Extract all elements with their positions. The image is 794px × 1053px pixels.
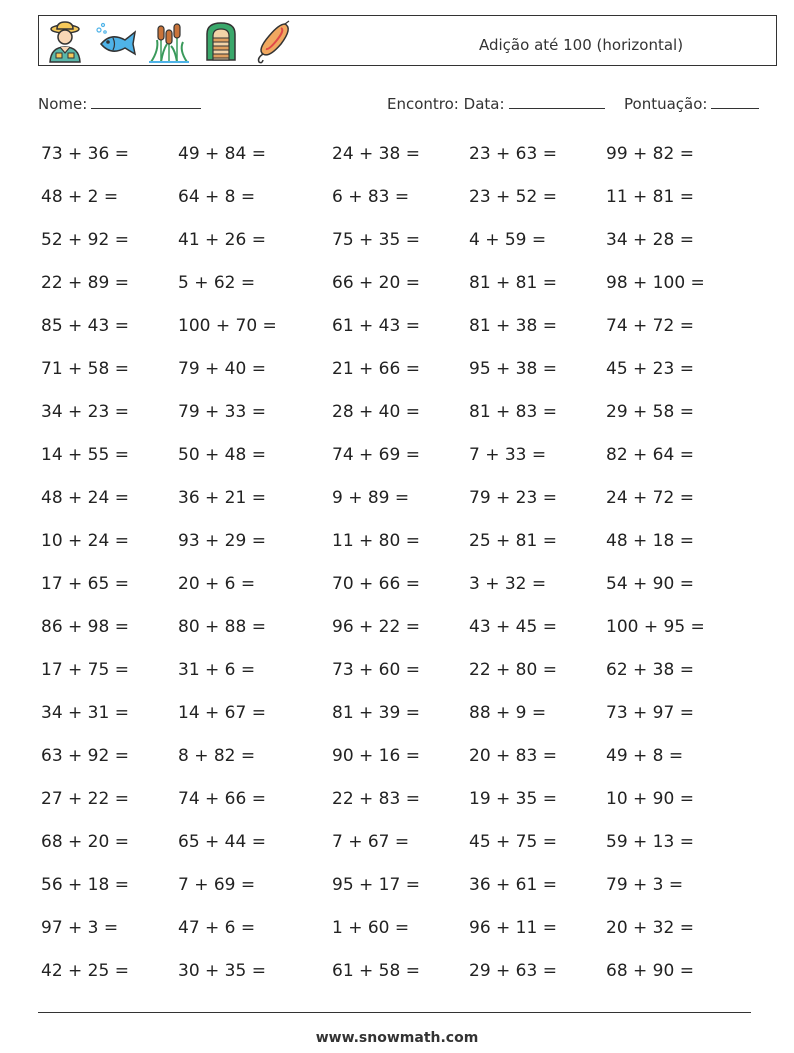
- problem-item: 19 + 35 =: [469, 789, 557, 809]
- problem-item: 61 + 43 =: [332, 316, 420, 336]
- encounter-label: Encontro:: [387, 95, 459, 113]
- problem-item: 29 + 63 =: [469, 961, 557, 981]
- problem-item: 81 + 39 =: [332, 703, 420, 723]
- problem-item: 95 + 38 =: [469, 359, 557, 379]
- problem-item: 50 + 48 =: [178, 445, 266, 465]
- problem-item: 10 + 24 =: [41, 531, 129, 551]
- problem-item: 49 + 8 =: [606, 746, 684, 766]
- problem-item: 6 + 83 =: [332, 187, 410, 207]
- problem-row: [41, 692, 741, 735]
- name-field: [38, 92, 201, 113]
- problem-item: 68 + 90 =: [606, 961, 694, 981]
- problem-item: 79 + 33 =: [178, 402, 266, 422]
- problem-item: 74 + 66 =: [178, 789, 266, 809]
- problem-item: 36 + 21 =: [178, 488, 266, 508]
- problem-item: 90 + 16 =: [332, 746, 420, 766]
- problem-item: 27 + 22 =: [41, 789, 129, 809]
- problem-row: [41, 950, 741, 993]
- problem-item: 21 + 66 =: [332, 359, 420, 379]
- problem-item: 28 + 40 =: [332, 402, 420, 422]
- problem-item: 4 + 59 =: [469, 230, 547, 250]
- problem-row: [41, 606, 741, 649]
- problem-row: [41, 563, 741, 606]
- problem-item: 71 + 58 =: [41, 359, 129, 379]
- fisherman-icon: [43, 20, 87, 64]
- problem-item: 74 + 69 =: [332, 445, 420, 465]
- problem-item: 10 + 90 =: [606, 789, 694, 809]
- problem-item: 22 + 89 =: [41, 273, 129, 293]
- problem-row: [41, 133, 741, 176]
- problem-item: 81 + 81 =: [469, 273, 557, 293]
- problem-item: 82 + 64 =: [606, 445, 694, 465]
- footer-divider: [38, 1012, 751, 1013]
- problem-item: 75 + 35 =: [332, 230, 420, 250]
- fishing-lure-icon: [251, 20, 295, 64]
- problem-item: 86 + 98 =: [41, 617, 129, 637]
- problem-row: [41, 649, 741, 692]
- problem-item: 14 + 67 =: [178, 703, 266, 723]
- problem-item: 41 + 26 =: [178, 230, 266, 250]
- problem-item: 7 + 69 =: [178, 875, 256, 895]
- problem-item: 17 + 65 =: [41, 574, 129, 594]
- problem-item: 23 + 63 =: [469, 144, 557, 164]
- problem-item: 97 + 3 =: [41, 918, 119, 938]
- problem-row: [41, 864, 741, 907]
- problem-item: 63 + 92 =: [41, 746, 129, 766]
- problem-item: 11 + 80 =: [332, 531, 420, 551]
- problem-item: 81 + 83 =: [469, 402, 557, 422]
- problem-item: 88 + 9 =: [469, 703, 547, 723]
- problem-item: 34 + 28 =: [606, 230, 694, 250]
- problem-item: 74 + 72 =: [606, 316, 694, 336]
- problem-item: 99 + 82 =: [606, 144, 694, 164]
- problem-item: 65 + 44 =: [178, 832, 266, 852]
- name-label: Nome:: [38, 95, 88, 113]
- problem-item: 3 + 32 =: [469, 574, 547, 594]
- problem-item: 70 + 66 =: [332, 574, 420, 594]
- problem-item: 48 + 18 =: [606, 531, 694, 551]
- header-icons: [43, 20, 295, 64]
- problem-row: [41, 907, 741, 950]
- problem-row: [41, 262, 741, 305]
- problem-item: 25 + 81 =: [469, 531, 557, 551]
- problem-item: 14 + 55 =: [41, 445, 129, 465]
- problem-item: 79 + 40 =: [178, 359, 266, 379]
- problem-row: [41, 434, 741, 477]
- score-label: Pontuação:: [624, 95, 708, 113]
- problem-item: 93 + 29 =: [178, 531, 266, 551]
- problem-item: 43 + 45 =: [469, 617, 557, 637]
- problem-item: 79 + 3 =: [606, 875, 684, 895]
- problem-item: 34 + 31 =: [41, 703, 129, 723]
- problem-item: 52 + 92 =: [41, 230, 129, 250]
- problem-item: 34 + 23 =: [41, 402, 129, 422]
- problem-row: [41, 176, 741, 219]
- problem-item: 29 + 58 =: [606, 402, 694, 422]
- problem-item: 85 + 43 =: [41, 316, 129, 336]
- problem-item: 64 + 8 =: [178, 187, 256, 207]
- problem-item: 8 + 82 =: [178, 746, 256, 766]
- problem-item: 49 + 84 =: [178, 144, 266, 164]
- problem-item: 79 + 23 =: [469, 488, 557, 508]
- footer-url: www.snowmath.com: [315, 1030, 479, 1046]
- problem-item: 30 + 35 =: [178, 961, 266, 981]
- problem-item: 80 + 88 =: [178, 617, 266, 637]
- problem-item: 23 + 52 =: [469, 187, 557, 207]
- problem-item: 7 + 33 =: [469, 445, 547, 465]
- problem-item: 98 + 100 =: [606, 273, 705, 293]
- problem-item: 54 + 90 =: [606, 574, 694, 594]
- problem-item: 45 + 75 =: [469, 832, 557, 852]
- problem-row: [41, 477, 741, 520]
- problem-item: 73 + 36 =: [41, 144, 129, 164]
- problem-item: 73 + 97 =: [606, 703, 694, 723]
- problem-item: 56 + 18 =: [41, 875, 129, 895]
- problem-row: [41, 348, 741, 391]
- problem-item: 61 + 58 =: [332, 961, 420, 981]
- score-blank: [711, 92, 759, 109]
- problem-item: 73 + 60 =: [332, 660, 420, 680]
- problem-item: 66 + 20 =: [332, 273, 420, 293]
- problem-item: 42 + 25 =: [41, 961, 129, 981]
- worksheet-title: Adição até 100 (horizontal): [479, 36, 684, 54]
- problem-item: 22 + 80 =: [469, 660, 557, 680]
- problem-item: 96 + 22 =: [332, 617, 420, 637]
- problem-item: 96 + 11 =: [469, 918, 557, 938]
- problem-item: 20 + 6 =: [178, 574, 256, 594]
- problem-item: 22 + 83 =: [332, 789, 420, 809]
- score-field: [624, 92, 759, 113]
- problem-row: [41, 821, 741, 864]
- problem-row: [41, 391, 741, 434]
- problem-item: 100 + 95 =: [606, 617, 705, 637]
- worksheet-header: [38, 15, 777, 66]
- problem-item: 5 + 62 =: [178, 273, 256, 293]
- fish-icon: [95, 20, 139, 64]
- problem-item: 81 + 38 =: [469, 316, 557, 336]
- problem-item: 47 + 6 =: [178, 918, 256, 938]
- problem-item: 48 + 2 =: [41, 187, 119, 207]
- problem-row: [41, 305, 741, 348]
- problem-item: 31 + 6 =: [178, 660, 256, 680]
- problem-row: [41, 735, 741, 778]
- problem-item: 7 + 67 =: [332, 832, 410, 852]
- problem-item: 1 + 60 =: [332, 918, 410, 938]
- problem-item: 59 + 13 =: [606, 832, 694, 852]
- problem-item: 24 + 72 =: [606, 488, 694, 508]
- cattails-icon: [147, 20, 191, 64]
- problem-row: [41, 219, 741, 262]
- problem-item: 100 + 70 =: [178, 316, 277, 336]
- problem-item: 45 + 23 =: [606, 359, 694, 379]
- problem-item: 36 + 61 =: [469, 875, 557, 895]
- date-blank: [509, 92, 605, 109]
- problem-row: [41, 778, 741, 821]
- problem-item: 68 + 20 =: [41, 832, 129, 852]
- problem-grid: [41, 133, 741, 993]
- problem-item: 20 + 83 =: [469, 746, 557, 766]
- problem-item: 48 + 24 =: [41, 488, 129, 508]
- problem-item: 62 + 38 =: [606, 660, 694, 680]
- encounter-date-field: [387, 92, 605, 113]
- date-label: Data:: [463, 95, 505, 113]
- problem-row: [41, 520, 741, 563]
- problem-item: 9 + 89 =: [332, 488, 410, 508]
- problem-item: 20 + 32 =: [606, 918, 694, 938]
- problem-item: 11 + 81 =: [606, 187, 694, 207]
- name-blank: [91, 92, 201, 109]
- problem-item: 24 + 38 =: [332, 144, 420, 164]
- problem-item: 95 + 17 =: [332, 875, 420, 895]
- problem-item: 17 + 75 =: [41, 660, 129, 680]
- life-raft-icon: [199, 20, 243, 64]
